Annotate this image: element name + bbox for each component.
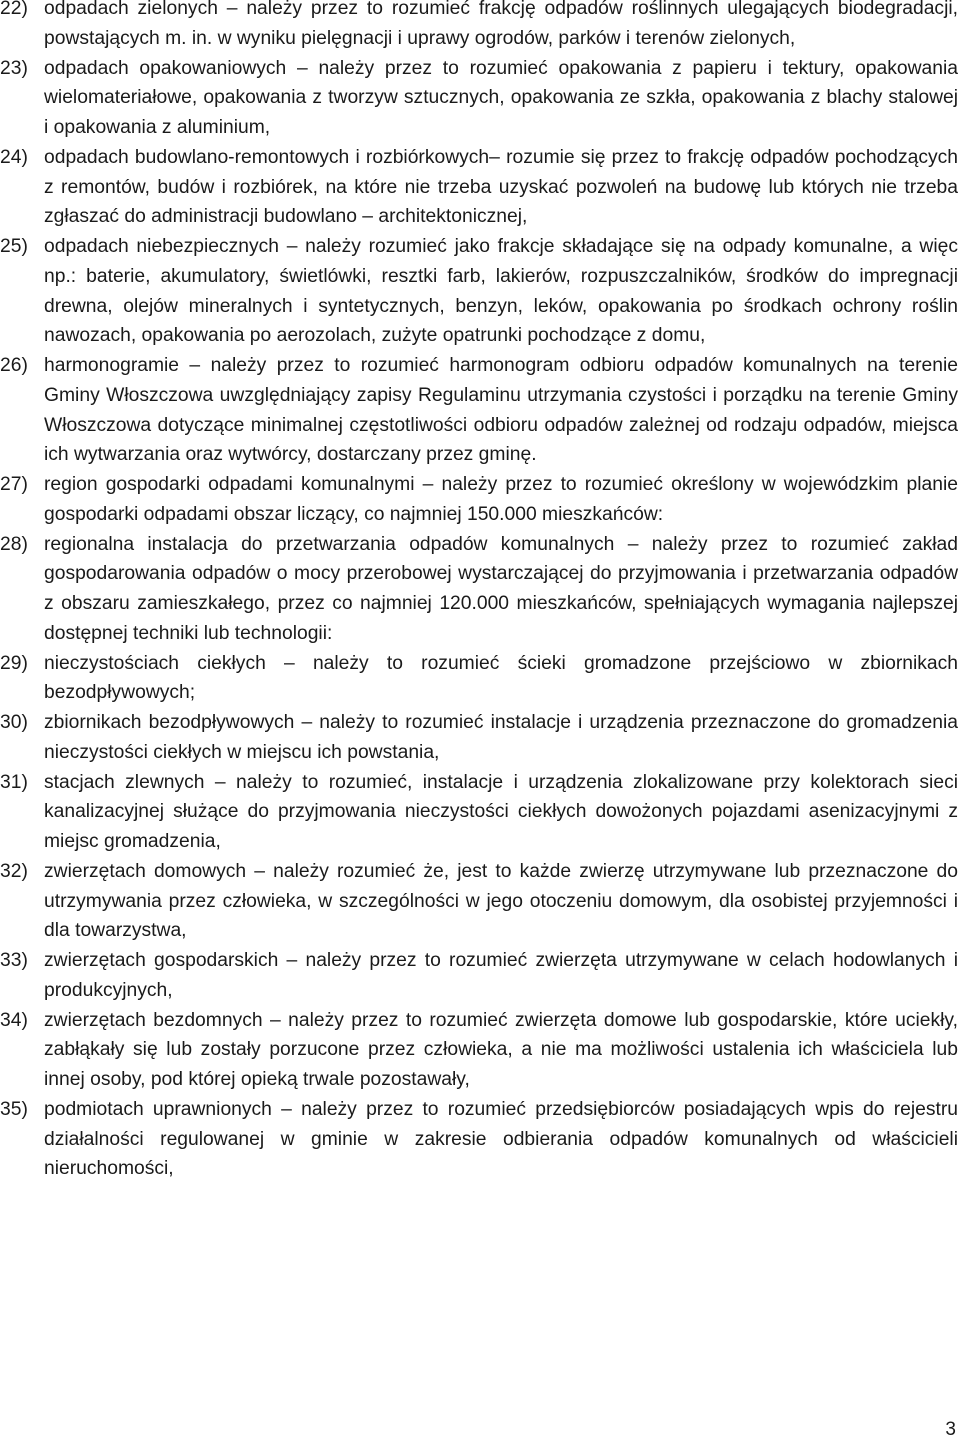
item-number: 28) [0, 533, 28, 555]
definition-item [0, 232, 958, 351]
item-text: odpadach niebezpiecznych – należy rozumieć jako frakcje składające się na odpady komunalne, a więc np.: baterie, akumulatory, świetlówki, resztki farb, lakierów, rozpuszczalników, środków do impregnacji drewna, olejów mineralnych i syntetycznych, benzyn, leków, opakowania po środkach ochrony roślin nawozach, opakowania po aerozolach, zużyte opatrunki pochodzące z domu, [44, 236, 958, 347]
item-text: odpadach zielonych – należy przez to rozumieć frakcję odpadów roślinnych ulegających biodegradacji, powstających m. in. w wyniku pielęgnacji i uprawy ogrodów, parków i terenów zielonych, [44, 0, 958, 49]
item-text: regionalna instalacja do przetwarzania odpadów komunalnych – należy przez to rozumieć zakład gospodarowania odpadów o mocy przerobowej wystarczającej do przyjmowania i przetwarzania odpadów z obszaru zamieszkałego, przez co najmniej 120.000 mieszkańców, spełniających wymagania najlepszej dostępnej techniki lub technologii: [44, 533, 958, 644]
definition-item [0, 649, 958, 709]
item-number: 23) [0, 57, 28, 79]
item-text: odpadach opakowaniowych – należy przez to rozumieć opakowania z papieru i tektury, opakowania wielomateriałowe, opakowania z tworzyw sztucznych, opakowania ze szkła, opakowania z blachy stalowej i opakowania z aluminium, [44, 57, 958, 138]
item-number: 25) [0, 236, 28, 257]
definition-item [0, 54, 958, 143]
item-number: 24) [0, 146, 28, 168]
item-text: odpadach budowlano-remontowych i rozbiórkowych– rozumie się przez to frakcję odpadów pochodzących z remontów, budów i rozbiórek, na które nie trzeba uzyskać pozwoleń na budowę lub których nie trzeba zgłaszać do administracji budowlano – architektonicznej, [44, 146, 958, 228]
item-number: 35) [0, 1098, 28, 1120]
item-text: podmiotach uprawnionych – należy przez to rozumieć przedsiębiorców posiadających wpis do rejestru działalności regulowanej w gminie w zakresie odbierania odpadów komunalnych od właścicieli nieruchomości, [44, 1098, 958, 1180]
item-text: zwierzętach gospodarskich – należy przez to rozumieć zwierzęta utrzymywane w celach hodowlanych i produkcyjnych, [44, 950, 958, 1001]
item-number: 34) [0, 1009, 28, 1031]
definition-item [0, 1006, 958, 1095]
definition-item [0, 0, 958, 54]
item-number: 26) [0, 355, 28, 376]
item-text: harmonogramie – należy przez to rozumieć harmonogram odbioru odpadów komunalnych na terenie Gminy Włoszczowa uwzględniający zapisy Regulaminu utrzymania czystości i porządku na terenie Gminy Włoszczowa dotyczące minimalnej częstotliwości odbioru odpadów zależnej od rodzaju odpadów, miejsca ich wytwarzania oraz wytwórcy, dostarczany przez gminę. [44, 355, 958, 466]
definition-item [0, 946, 958, 1006]
definition-item [0, 143, 958, 232]
item-number: 31) [0, 771, 28, 793]
definition-item [0, 857, 958, 946]
item-text: region gospodarki odpadami komunalnymi – należy przez to rozumieć określony w wojewódzkim planie gospodarki odpadami obszar liczący, co najmniej 150.000 mieszkańców: [44, 474, 958, 525]
definition-item [0, 708, 958, 768]
item-text: zwierzętach bezdomnych – należy przez to rozumieć zwierzęta domowe lub gospodarskie, które uciekły, zabłąkały się lub zostały porzucone przez człowieka, a nie ma możliwości ustalenia ich właściciela lub innej osoby, pod której opieką trwale pozostawały, [44, 1009, 958, 1090]
page-number: 3 [945, 1419, 956, 1440]
definition-item [0, 1095, 958, 1184]
definition-item [0, 351, 958, 470]
definition-item [0, 530, 958, 649]
item-number: 27) [0, 474, 28, 495]
definition-item [0, 768, 958, 857]
item-text: zwierzętach domowych – należy rozumieć że, jest to każde zwierzę utrzymywane lub przeznaczone do utrzymywania przez człowieka, w szczególności w jego otoczeniu domowym, dla osobistej przyjemności i dla towarzystwa, [44, 860, 958, 942]
item-number: 22) [0, 0, 28, 19]
item-number: 29) [0, 652, 28, 674]
item-number: 30) [0, 712, 28, 733]
definition-item [0, 470, 958, 530]
item-text: zbiornikach bezodpływowych – należy to rozumieć instalacje i urządzenia przeznaczone do gromadzenia nieczystości ciekłych w miejscu ich powstania, [44, 712, 958, 763]
item-text: stacjach zlewnych – należy to rozumieć, instalacje i urządzenia zlokalizowane przy kolektorach sieci kanalizacyjnej służące do przyjmowania nieczystości ciekłych dowożonych pojazdami asenizacyjnymi z miejsc gromadzenia, [44, 771, 958, 852]
item-number: 33) [0, 950, 28, 971]
item-text: nieczystościach ciekłych – należy to rozumieć ścieki gromadzone przejściowo w zbiornikach bezodpływowych; [44, 652, 958, 704]
item-number: 32) [0, 860, 28, 882]
